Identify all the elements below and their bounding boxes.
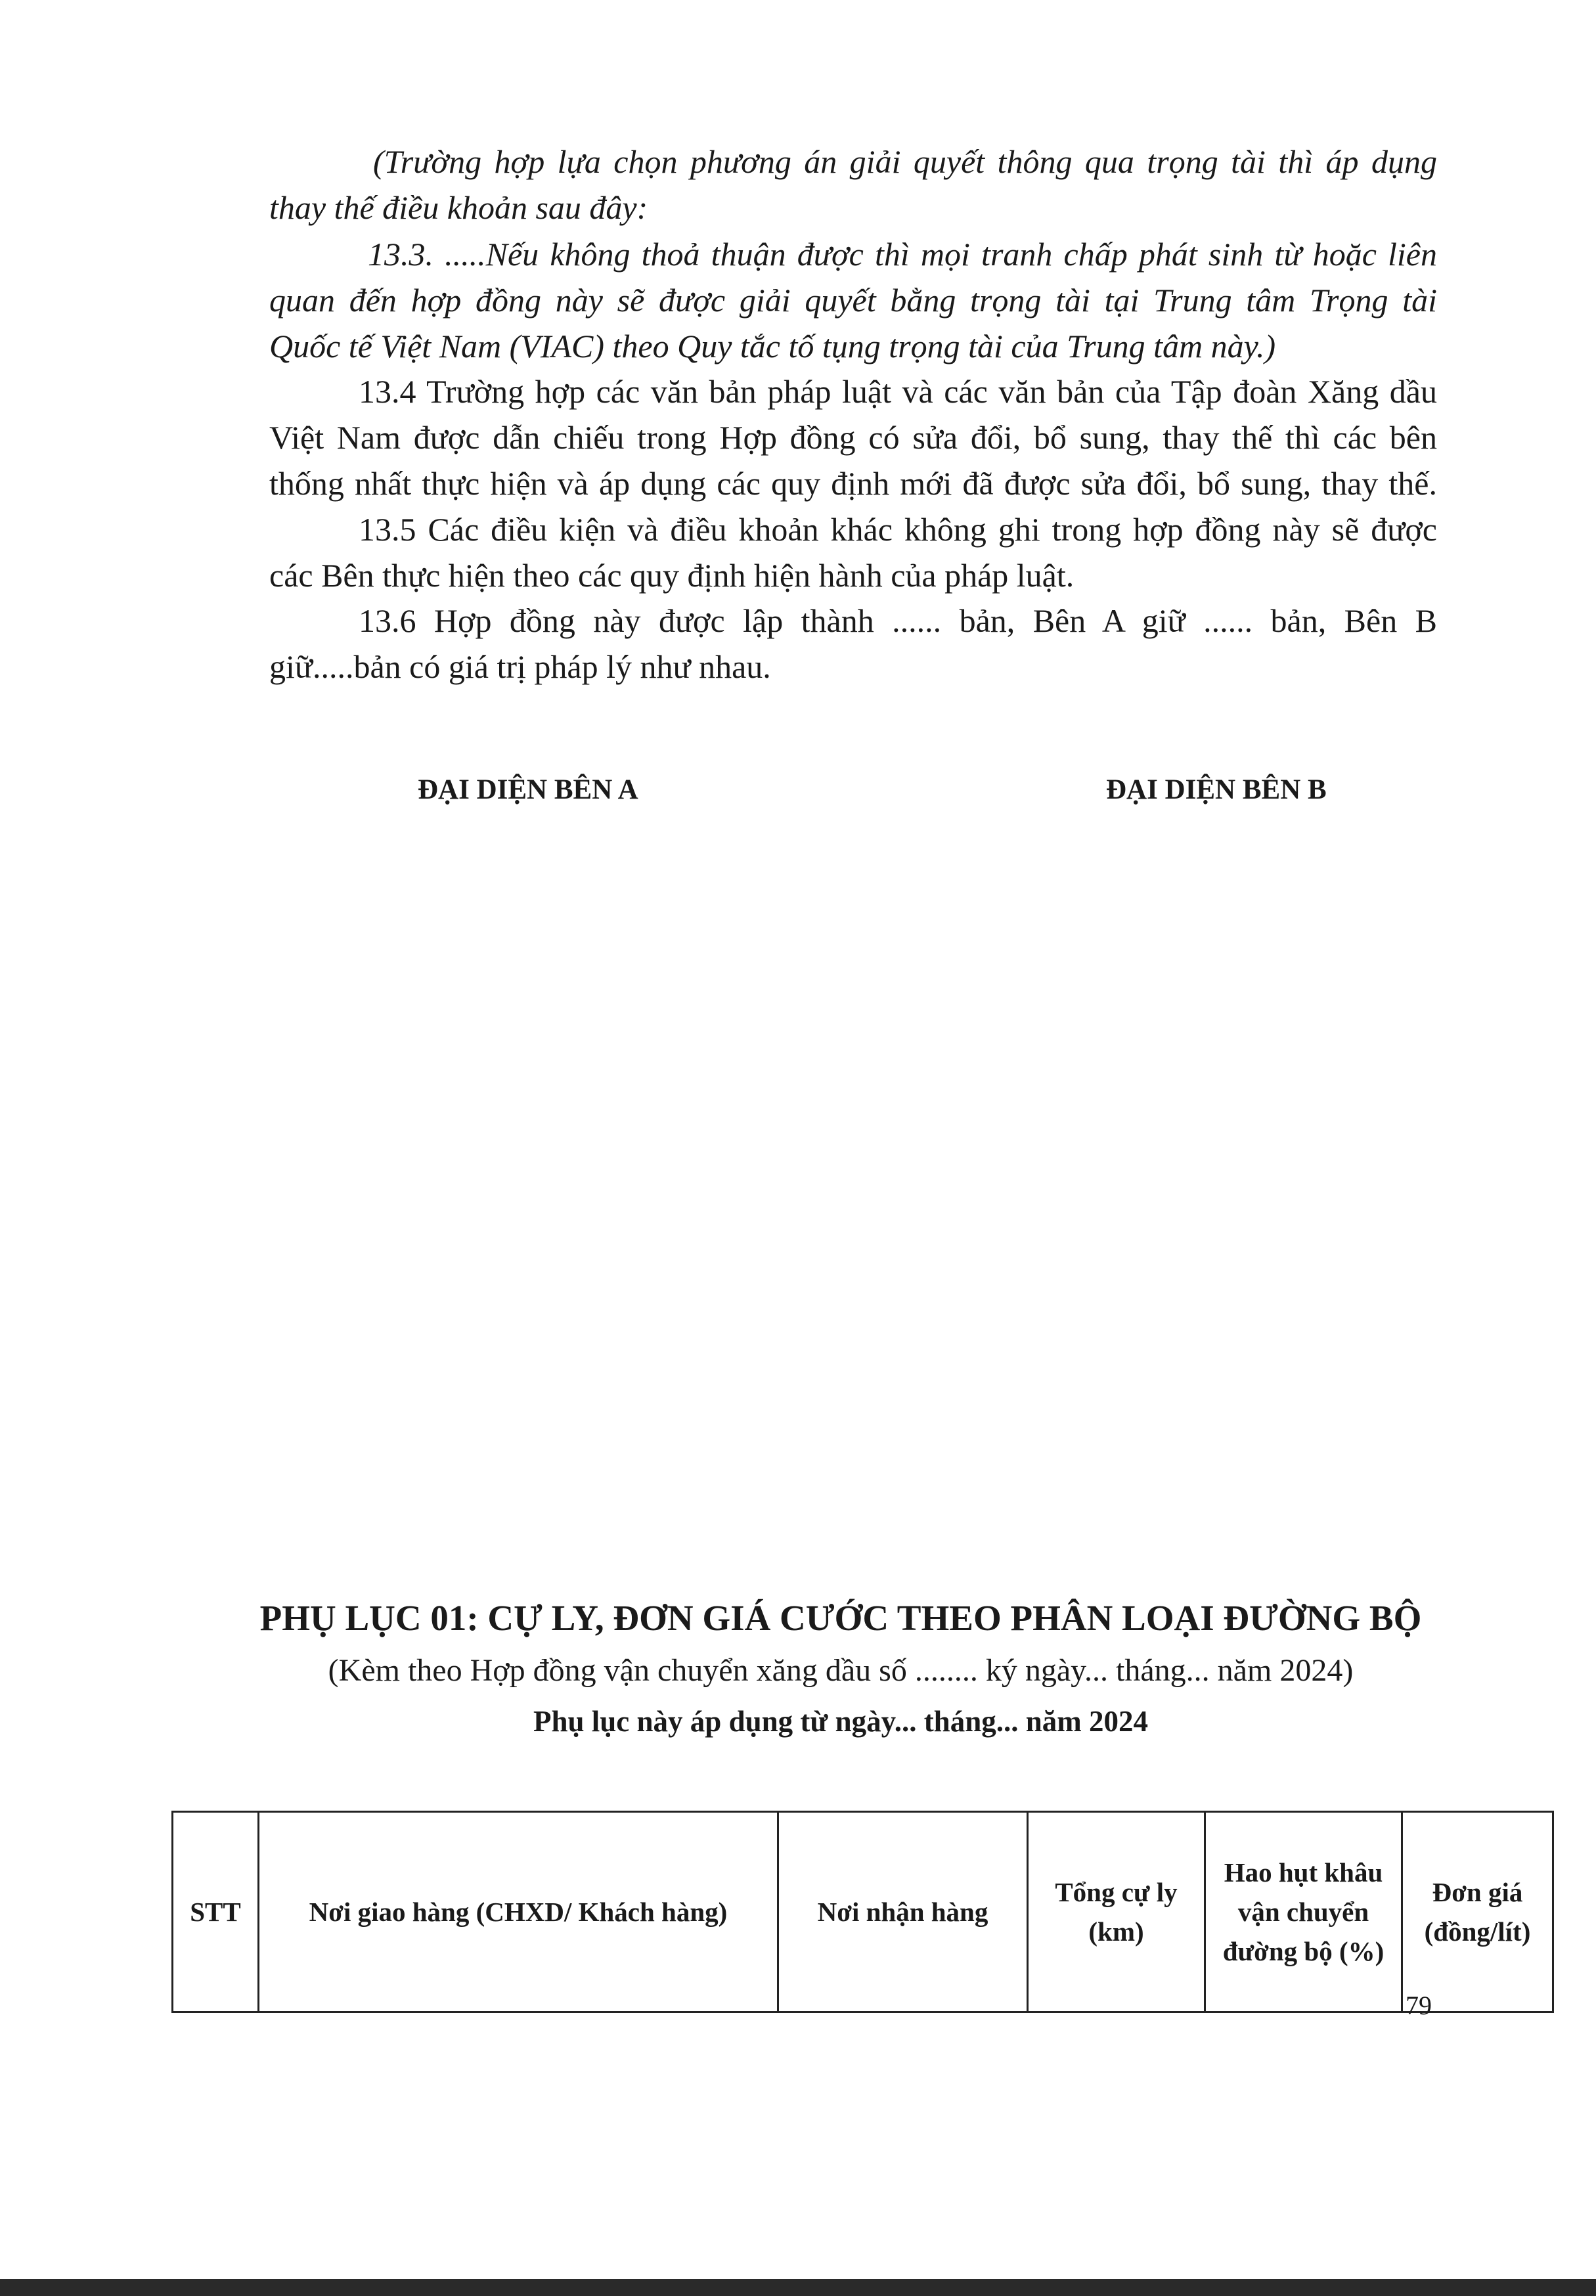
column-header-total-distance: Tổng cự ly (km): [1028, 1812, 1205, 2012]
paragraph-line: Việt Nam được dẫn chiếu trong Hợp đồng có sửa đổi, bổ sung, thay thế thì các bên: [269, 419, 1437, 456]
paragraph-line: 13.5 Các điều kiện và điều khoản khác không ghi trong hợp đồng này sẽ được: [359, 511, 1437, 548]
signature-party-b: ĐẠI DIỆN BÊN B: [1106, 774, 1327, 805]
column-header-receiving-place: Nơi nhận hàng: [778, 1812, 1028, 2012]
paragraph-line: (Trường hợp lựa chọn phương án giải quyết thông qua trọng tài thì áp dụng: [373, 143, 1437, 180]
column-header-unit-price: Đơn giá (đồng/lít): [1402, 1812, 1553, 2012]
signature-party-a: ĐẠI DIỆN BÊN A: [418, 774, 638, 805]
appendix-subtitle: (Kèm theo Hợp đồng vận chuyển xăng dầu số ........ ký ngày... tháng... năm 2024): [328, 1653, 1354, 1688]
paragraph-line: các Bên thực hiện theo các quy định hiện hành của pháp luật.: [269, 557, 1075, 594]
column-header-stt: STT: [173, 1812, 259, 2012]
paragraph-line: thay thế điều khoản sau đây:: [269, 189, 648, 226]
appendix-effective-date: Phụ lục này áp dụng từ ngày... tháng... năm 2024: [533, 1705, 1148, 1738]
paragraph-line: 13.4 Trường hợp các văn bản pháp luật và các văn bản của Tập đoàn Xăng dầu: [359, 373, 1437, 410]
table-header-row: [173, 1812, 1553, 2012]
page-number: 79: [1406, 1991, 1432, 2020]
paragraph-line: thống nhất thực hiện và áp dụng các quy định mới đã được sửa đổi, bổ sung, thay thế.: [269, 465, 1437, 502]
column-header-loss-rate: Hao hụt khâu vận chuyển đường bộ (%): [1205, 1812, 1402, 2012]
paragraph-line: quan đến hợp đồng này sẽ được giải quyết bằng trọng tài tại Trung tâm Trọng tài: [269, 282, 1437, 319]
paragraph-line: 13.6 Hợp đồng này được lập thành ...... bản, Bên A giữ ...... bản, Bên B: [359, 602, 1437, 639]
column-header-delivery-place: Nơi giao hàng (CHXD/ Khách hàng): [259, 1812, 778, 2012]
paragraph-line: giữ.....bản có giá trị pháp lý như nhau.: [269, 648, 771, 685]
appendix-title: PHỤ LỤC 01: CỰ LY, ĐƠN GIÁ CƯỚC THEO PHÂN LOẠI ĐƯỜNG BỘ: [259, 1598, 1422, 1638]
scan-bottom-edge: [0, 2279, 1596, 2296]
paragraph-line: 13.3. .....Nếu không thoả thuận được thì mọi tranh chấp phát sinh từ hoặc liên: [368, 236, 1437, 273]
freight-rate-table: [171, 1811, 1554, 2013]
paragraph-line: Quốc tế Việt Nam (VIAC) theo Quy tắc tố tụng trọng tài của Trung tâm này.): [269, 328, 1276, 364]
